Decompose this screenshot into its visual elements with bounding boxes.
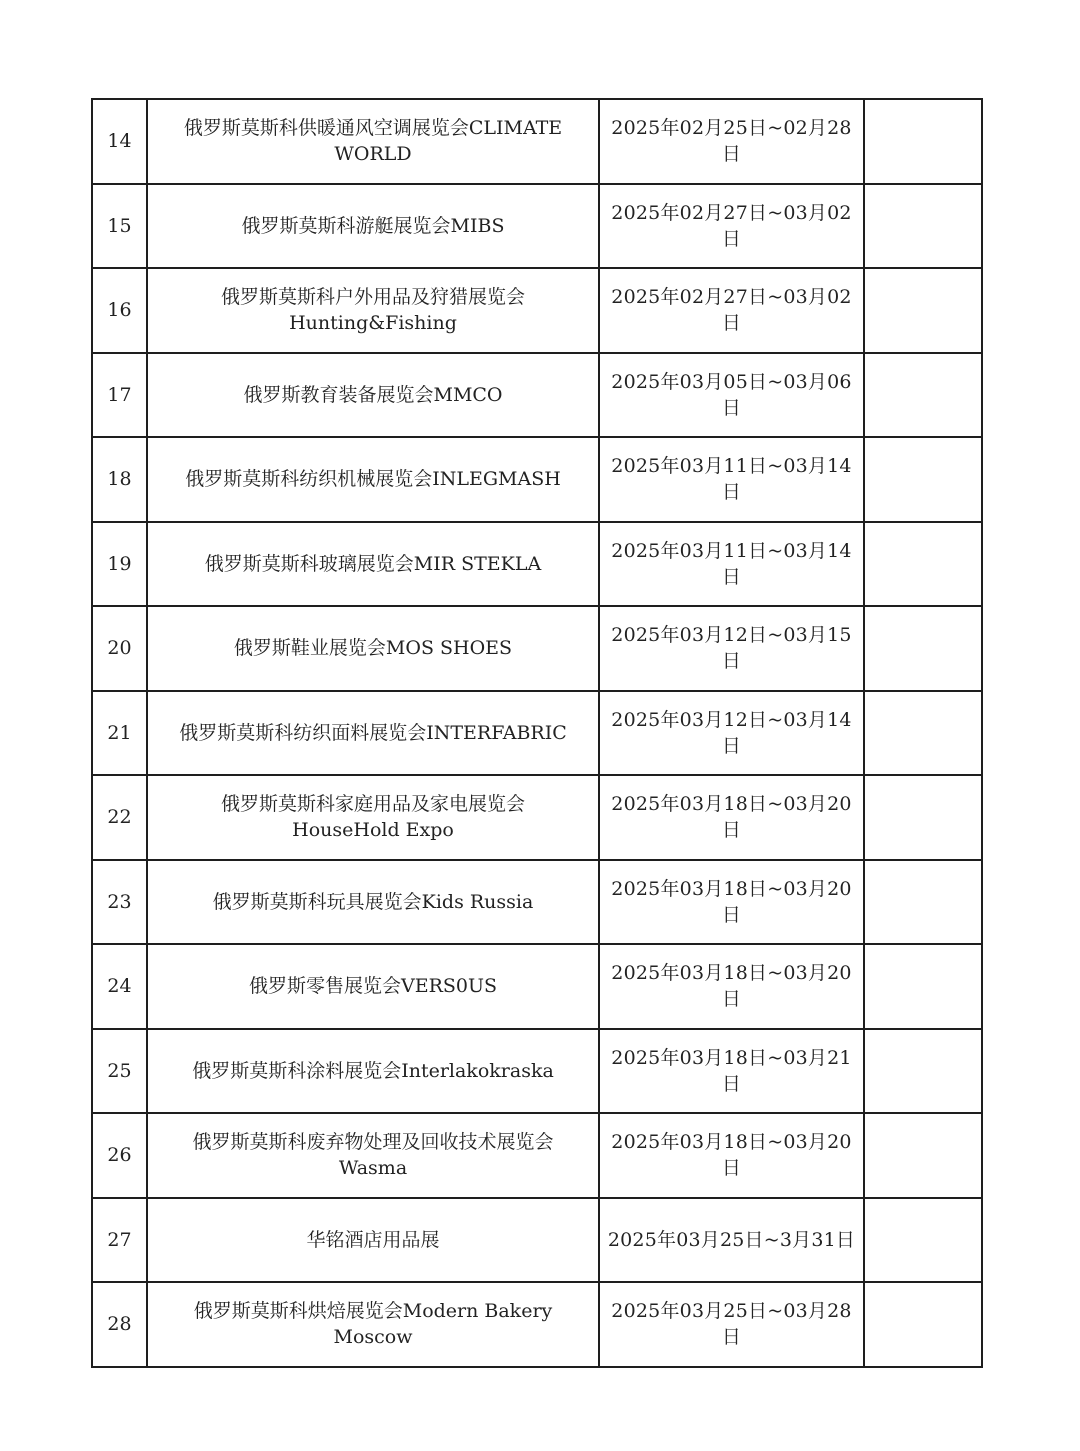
exhibition-name-line: 俄罗斯莫斯科涂料展览会Interlakokraska [192, 1059, 554, 1082]
row-number: 21 [92, 691, 147, 776]
exhibition-dates: 2025年03月25日~03月28日 [599, 1282, 864, 1367]
exhibition-name-line: 俄罗斯鞋业展览会MOS SHOES [233, 637, 513, 660]
remarks-cell [864, 606, 982, 691]
table-row [92, 522, 982, 607]
exhibition-name-line: Hunting&Fishing [289, 312, 457, 335]
exhibition-dates: 2025年03月18日~03月20日 [599, 775, 864, 860]
table-row [92, 1029, 982, 1114]
row-number: 17 [92, 353, 147, 438]
exhibition-name-line: 俄罗斯莫斯科纺织面料展览会INTERFABRIC [179, 721, 567, 744]
table-row [92, 1282, 982, 1367]
exhibition-dates: 2025年03月12日~03月15日 [599, 606, 864, 691]
table-row [92, 268, 982, 353]
exhibition-dates: 2025年03月18日~03月20日 [599, 944, 864, 1029]
table-row [92, 353, 982, 438]
row-number: 14 [92, 99, 147, 184]
row-number: 22 [92, 775, 147, 860]
remarks-cell [864, 775, 982, 860]
exhibition-name-line: 俄罗斯零售展览会VERS0US [248, 975, 498, 998]
exhibition-name [147, 944, 599, 1029]
exhibition-name-line: Moscow [333, 1326, 413, 1349]
exhibition-name-line: 华铭酒店用品展 [306, 1228, 440, 1251]
exhibition-name-line: WORLD [334, 143, 412, 166]
table-row [92, 860, 982, 945]
table-row [92, 1113, 982, 1198]
table-row [92, 944, 982, 1029]
exhibition-dates: 2025年03月11日~03月14日 [599, 522, 864, 607]
exhibition-name-line: 俄罗斯莫斯科游艇展览会MIBS [241, 214, 505, 237]
table-row [92, 606, 982, 691]
remarks-cell [864, 860, 982, 945]
row-number: 19 [92, 522, 147, 607]
exhibition-dates: 2025年03月18日~03月20日 [599, 1113, 864, 1198]
exhibition-dates: 2025年03月12日~03月14日 [599, 691, 864, 776]
exhibition-dates: 2025年02月25日~02月28日 [599, 99, 864, 184]
exhibition-name [147, 775, 599, 860]
row-number: 16 [92, 268, 147, 353]
exhibition-name-line: Wasma [338, 1157, 408, 1180]
row-number: 23 [92, 860, 147, 945]
table-row [92, 99, 982, 184]
exhibition-name [147, 437, 599, 522]
row-number: 24 [92, 944, 147, 1029]
remarks-cell [864, 1282, 982, 1367]
exhibition-dates: 2025年03月11日~03月14日 [599, 437, 864, 522]
exhibition-name-line: 俄罗斯莫斯科烘焙展览会Modern Bakery [193, 1300, 553, 1323]
exhibition-dates: 2025年03月25日~3月31日 [599, 1198, 864, 1283]
exhibition-name [147, 1113, 599, 1198]
exhibition-name-line: 俄罗斯莫斯科玩具展览会Kids Russia [212, 890, 534, 913]
exhibition-name [147, 522, 599, 607]
remarks-cell [864, 1113, 982, 1198]
table-row [92, 775, 982, 860]
table-row [92, 437, 982, 522]
exhibition-name-line: 俄罗斯莫斯科纺织机械展览会INLEGMASH [185, 468, 561, 491]
table-row [92, 691, 982, 776]
exhibition-name [147, 860, 599, 945]
exhibition-name [147, 1029, 599, 1114]
exhibition-name-line: HouseHold Expo [292, 819, 454, 842]
exhibition-name [147, 1198, 599, 1283]
remarks-cell [864, 99, 982, 184]
exhibition-dates: 2025年02月27日~03月02日 [599, 184, 864, 269]
row-number: 27 [92, 1198, 147, 1283]
remarks-cell [864, 522, 982, 607]
row-number: 20 [92, 606, 147, 691]
exhibition-name [147, 353, 599, 438]
remarks-cell [864, 1198, 982, 1283]
row-number: 28 [92, 1282, 147, 1367]
row-number: 18 [92, 437, 147, 522]
remarks-cell [864, 1029, 982, 1114]
exhibition-dates: 2025年03月18日~03月20日 [599, 860, 864, 945]
row-number: 15 [92, 184, 147, 269]
exhibition-name [147, 1282, 599, 1367]
exhibition-name [147, 99, 599, 184]
remarks-cell [864, 353, 982, 438]
remarks-cell [864, 691, 982, 776]
row-number: 26 [92, 1113, 147, 1198]
exhibition-name-line: 俄罗斯莫斯科户外用品及狩猎展览会 [220, 286, 525, 309]
table-row [92, 184, 982, 269]
table-body [92, 99, 982, 1367]
remarks-cell [864, 268, 982, 353]
exhibition-name-line: 俄罗斯莫斯科玻璃展览会MIR STEKLA [204, 552, 542, 575]
exhibition-name-line: 俄罗斯莫斯科供暖通风空调展览会CLIMATE [183, 117, 563, 140]
exhibition-name-line: 俄罗斯莫斯科废弃物处理及回收技术展览会 [192, 1131, 554, 1154]
remarks-cell [864, 437, 982, 522]
exhibition-name [147, 691, 599, 776]
exhibition-schedule-table [91, 98, 983, 1368]
row-number: 25 [92, 1029, 147, 1114]
exhibition-name [147, 184, 599, 269]
exhibition-dates: 2025年03月05日~03月06日 [599, 353, 864, 438]
exhibition-name-line: 俄罗斯莫斯科家庭用品及家电展览会 [220, 793, 525, 816]
table-row [92, 1198, 982, 1283]
exhibition-name [147, 268, 599, 353]
exhibition-name-line: 俄罗斯教育装备展览会MMCO [243, 383, 503, 406]
exhibition-dates: 2025年02月27日~03月02日 [599, 268, 864, 353]
remarks-cell [864, 184, 982, 269]
remarks-cell [864, 944, 982, 1029]
exhibition-name [147, 606, 599, 691]
exhibition-dates: 2025年03月18日~03月21日 [599, 1029, 864, 1114]
